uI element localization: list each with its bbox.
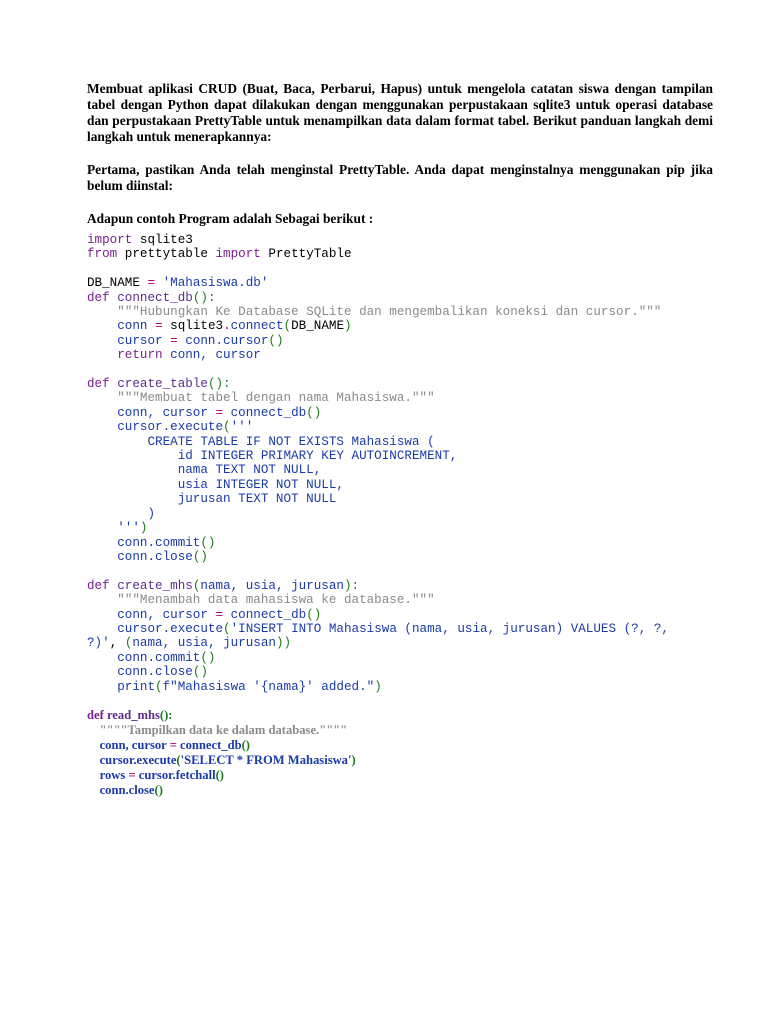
punctuation: ,	[109, 636, 125, 651]
code-line-docstring: """"Tampilkan data ke dalam database.""""	[87, 723, 348, 738]
code-line-docstring: """Hubungkan Ke Database SQLite dan mengembalikan koneksi dan cursor."""	[87, 305, 662, 320]
function-name: create_mhs	[109, 578, 193, 593]
code-line-def-create-table	[87, 377, 713, 391]
operator: .	[223, 319, 231, 334]
operator: =	[170, 333, 178, 348]
document-page	[87, 81, 713, 798]
string-literal: f"Mahasiswa '{nama}' added."	[162, 679, 375, 694]
identifier: sqlite3	[162, 319, 224, 334]
code-line-sql: id INTEGER PRIMARY KEY AUTOINCREMENT,	[87, 449, 458, 464]
identifier: cursor.execute	[87, 753, 177, 768]
code-line-sql: usia INTEGER NOT NULL,	[87, 477, 344, 492]
code-line-sql: jurusan TEXT NOT NULL	[87, 492, 337, 507]
identifier: conn, cursor	[162, 348, 261, 363]
code-line	[87, 536, 713, 550]
punctuation: (	[176, 753, 181, 768]
keyword: return	[87, 348, 163, 363]
identifier: conn.close	[87, 549, 193, 564]
identifier: conn.commit	[87, 535, 201, 550]
punctuation: ()	[306, 607, 322, 622]
blank-line	[87, 363, 713, 377]
intro-paragraph: Membuat aplikasi CRUD (Buat, Baca, Perbarui, Hapus) untuk mengelola catatan siswa dengan tampilan tabel dengan Python dapat dilakukan dengan menggunakan perpustakaan sqlite3 untuk operasi database dan perpustakaan PrettyTable untuk menampilkan data dalam format tabel. Berikut panduan langkah demi langkah untuk menerapkannya:	[87, 81, 713, 144]
identifier: conn	[87, 319, 156, 334]
punctuation: ():	[192, 290, 216, 305]
punctuation: (	[124, 636, 133, 651]
identifier: cursor.fetchall	[135, 768, 216, 783]
code-line-dbname	[87, 276, 713, 290]
identifier: connect_db	[223, 405, 307, 420]
code-line-sql: CREATE TABLE IF NOT EXISTS Mahasiswa (	[87, 434, 435, 449]
punctuation: ):	[343, 578, 360, 593]
punctuation: (	[283, 319, 292, 334]
code-line	[87, 550, 713, 564]
module-name: sqlite3	[132, 233, 193, 247]
identifier: conn.close	[87, 665, 193, 680]
punctuation: ()	[268, 333, 284, 348]
keyword: def	[87, 377, 110, 392]
keyword: import	[215, 247, 261, 262]
identifier: print	[87, 679, 156, 694]
code-line-docstring: """Menambah data mahasiswa ke database."""	[87, 593, 435, 608]
install-paragraph: Pertama, pastikan Anda telah menginstal PrettyTable. Anda dapat menginstalnya menggunakan pip jika belum diinstal:	[87, 162, 713, 193]
code-line	[87, 348, 713, 362]
punctuation: (	[223, 621, 231, 636]
code-line-def-create-mhs	[87, 579, 713, 593]
identifier: rows	[87, 768, 129, 783]
code-line-def-read-mhs	[87, 708, 713, 723]
punctuation: ()	[200, 535, 216, 550]
function-name: create_table	[109, 377, 208, 392]
code-line	[87, 768, 713, 783]
punctuation: (	[223, 420, 231, 435]
example-heading: Adapun contoh Program adalah Sebagai berikut :	[87, 211, 374, 226]
keyword: import	[87, 233, 133, 247]
operator: =	[128, 768, 136, 783]
code-line	[87, 636, 713, 650]
keyword: def	[87, 290, 110, 305]
punctuation: )	[351, 753, 356, 768]
identifier: conn, cursor	[87, 738, 170, 753]
operator: =	[147, 276, 156, 291]
identifier: cursor.execute	[87, 420, 224, 435]
blank-line	[87, 564, 713, 578]
arguments: nama, usia, jurusan	[200, 578, 344, 593]
code-line	[87, 622, 713, 636]
code-line-docstring: """Membuat tabel dengan nama Mahasiswa."""	[87, 391, 435, 406]
identifier: cursor.execute	[87, 621, 224, 636]
operator: =	[155, 319, 163, 334]
arguments: nama, usia, jurusan	[132, 636, 276, 651]
code-line	[87, 783, 713, 798]
punctuation: ))	[275, 636, 292, 651]
keyword: from	[87, 247, 118, 262]
code-block	[87, 233, 713, 798]
string-literal: 'INSERT INTO Mahasiswa (nama, usia, jurusan) VALUES (?, ?,	[230, 621, 669, 636]
string-literal: 'SELECT * FROM Mahasiswa'	[180, 753, 352, 768]
punctuation: (	[155, 679, 163, 694]
keyword: def	[87, 578, 110, 593]
code-line-import-sqlite	[87, 233, 713, 247]
string-literal: '''	[87, 521, 140, 536]
operator: =	[215, 607, 224, 622]
identifier: conn, cursor	[87, 607, 216, 622]
variable: DB_NAME	[87, 276, 148, 291]
punctuation: ():	[159, 708, 173, 723]
punctuation: ()	[192, 665, 208, 680]
punctuation: (	[192, 578, 201, 593]
class-name: PrettyTable	[260, 247, 352, 262]
punctuation: )	[344, 319, 352, 334]
string-literal: 'Mahasiswa.db'	[155, 276, 269, 291]
identifier: conn.close	[87, 783, 155, 798]
identifier: conn.cursor	[177, 333, 269, 348]
code-line	[87, 608, 713, 622]
identifier: connect_db	[223, 607, 307, 622]
code-line	[87, 680, 713, 694]
code-line-sql: nama TEXT NOT NULL,	[87, 463, 322, 478]
punctuation: )	[139, 521, 148, 536]
operator: =	[169, 738, 177, 753]
string-literal: '''	[230, 420, 254, 435]
code-line	[87, 319, 713, 333]
punctuation: ()	[306, 405, 322, 420]
code-line	[87, 521, 713, 535]
identifier: cursor	[87, 333, 171, 348]
blank-line	[87, 262, 713, 276]
operator: =	[215, 405, 224, 420]
string-literal: ?)'	[87, 636, 110, 651]
code-line-sql: )	[87, 506, 156, 521]
blank-line	[87, 694, 713, 708]
function-name: read_mhs	[103, 708, 160, 723]
identifier: connect	[230, 319, 284, 334]
identifier: DB_NAME	[291, 319, 344, 334]
punctuation: ()	[200, 650, 216, 665]
module-name: prettytable	[117, 247, 216, 262]
code-line	[87, 665, 713, 679]
code-line	[87, 334, 713, 348]
function-name: connect_db	[109, 290, 193, 305]
identifier: connect_db	[176, 738, 242, 753]
punctuation: ()	[241, 738, 250, 753]
code-line	[87, 651, 713, 665]
punctuation: )	[374, 679, 382, 694]
keyword: def	[87, 708, 104, 723]
identifier: conn, cursor	[87, 405, 216, 420]
code-line	[87, 406, 713, 420]
code-line	[87, 420, 713, 434]
punctuation: ()	[154, 783, 163, 798]
code-line-import-prettytable	[87, 247, 713, 261]
punctuation: ()	[215, 768, 224, 783]
identifier: conn.commit	[87, 650, 201, 665]
punctuation: ():	[207, 377, 231, 392]
code-line-def-connect	[87, 291, 713, 305]
punctuation: ()	[192, 549, 208, 564]
code-line	[87, 753, 713, 768]
code-line	[87, 738, 713, 753]
